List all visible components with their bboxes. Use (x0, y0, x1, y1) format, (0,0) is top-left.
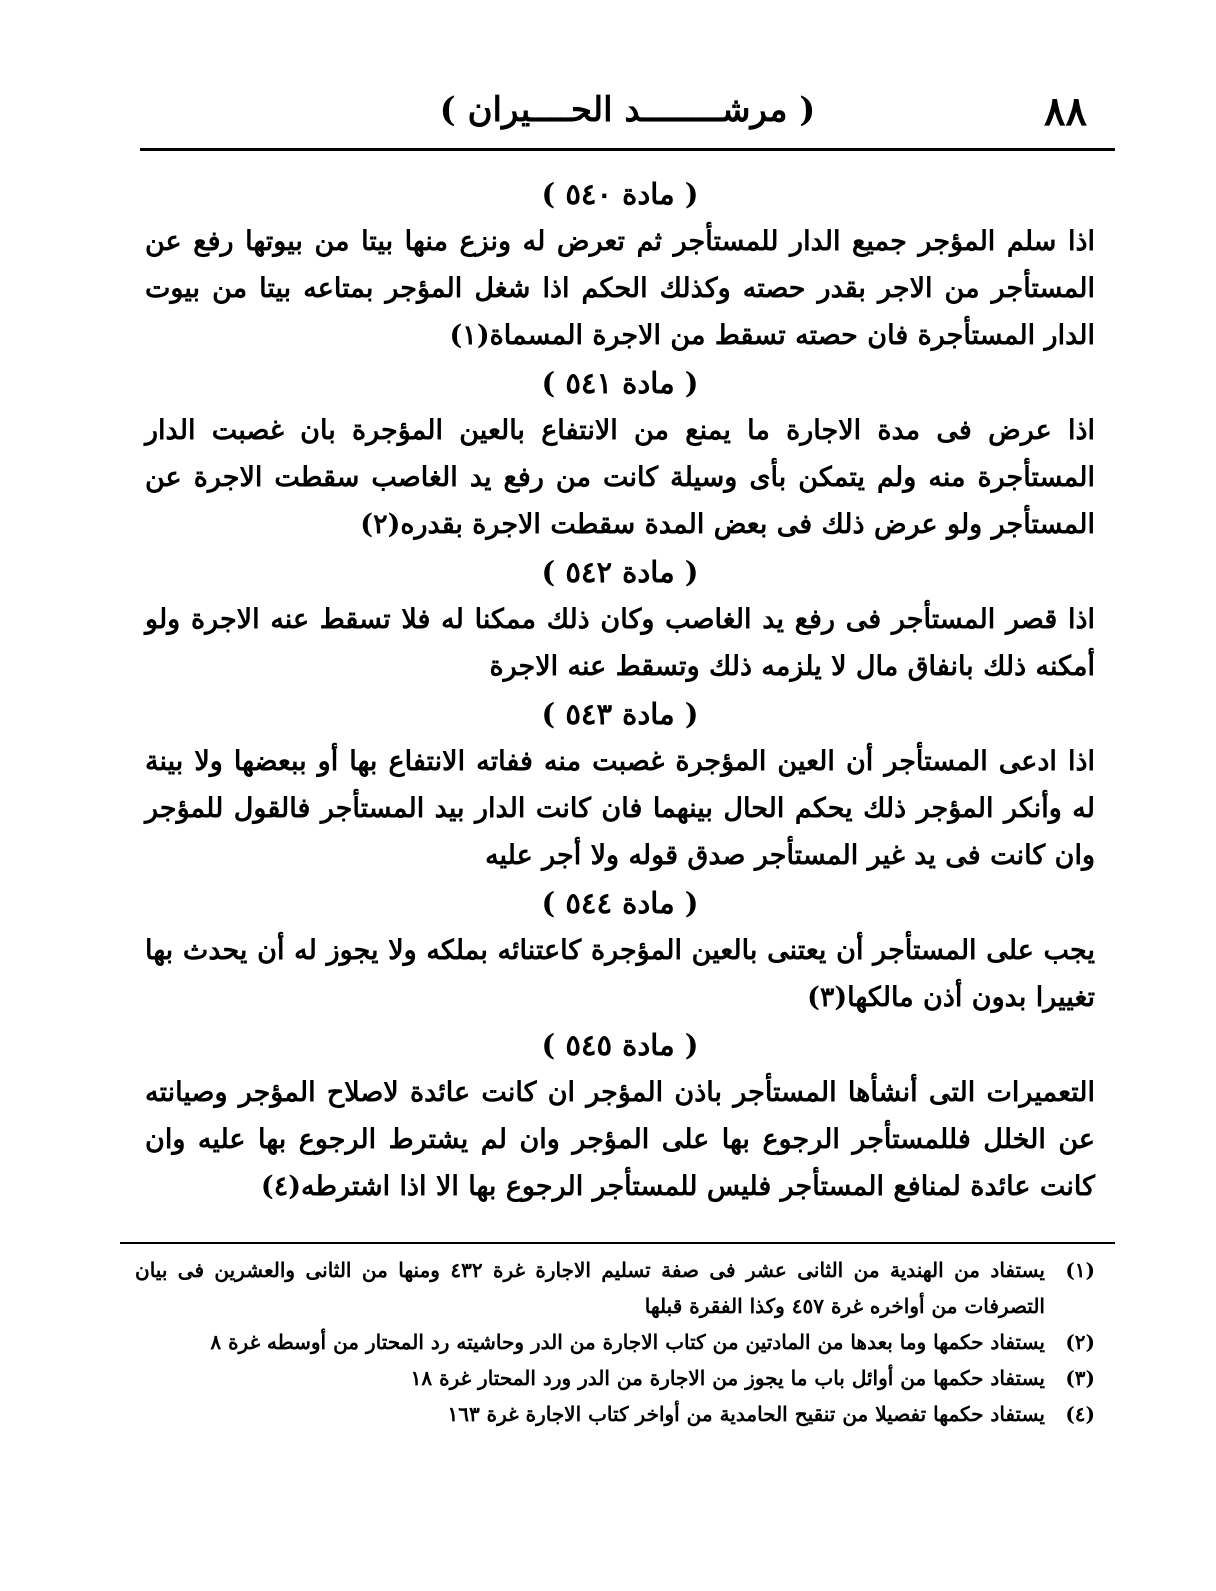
article-543 (145, 690, 1095, 879)
footnote-marker: (٢) (1065, 1330, 1095, 1354)
article-text: اذا سلم المؤجر جميع الدار للمستأجر ثم تعرض له ونزع منها بيتا من بيوتها رفع عن المستأجر من الاجر بقدر حصته وكذلك الحكم اذا شغل المؤجر بمتاعه بيتا من بيوت الدار المستأجرة فان حصته تسقط من الاجرة المسماة(١) (145, 226, 1095, 351)
footnote-text: يستفاد من الهندية من الثانى عشر فى صفة تسليم الاجارة غرة ٤٣٢ ومنها من الثانى والعشرين فى بيان التصرفات من أواخره غرة ٤٥٧ وكذا الفقرة قبلها (135, 1258, 1045, 1318)
article-title: ( مادة ٥٤٣ ) (541, 697, 699, 731)
header-rule (140, 148, 1115, 151)
running-title: ( مرشــــــــد الحــــيران ) (439, 90, 816, 130)
footnote (135, 1396, 1095, 1432)
footnote-text: يستفاد حكمها من أوائل باب ما يجوز من الاجارة من الدر ورد المحتار غرة ١٨ (410, 1366, 1045, 1390)
footnote-marker: (٣) (1065, 1366, 1095, 1390)
footnote (135, 1324, 1095, 1360)
article-title: ( مادة ٥٤٤ ) (541, 886, 699, 920)
footnote-rule (120, 1242, 1115, 1244)
article-545 (145, 1021, 1095, 1210)
article-title: ( مادة ٥٤٥ ) (541, 1028, 699, 1062)
article-540 (145, 170, 1095, 359)
article-title: ( مادة ٥٤٠ ) (541, 177, 699, 211)
article-title: ( مادة ٥٤٢ ) (541, 555, 699, 589)
footnotes (135, 1252, 1095, 1432)
footnote-marker: (١) (1065, 1258, 1095, 1282)
footnote-marker: (٤) (1065, 1402, 1095, 1426)
article-text: التعميرات التى أنشأها المستأجر باذن المؤجر ان كانت عائدة لاصلاح المؤجر وصيانته عن الخلل فللمستأجر الرجوع بها على المؤجر وان لم يشترط الرجوع بها عليه وان كانت عائدة لمنافع المستأجر فليس للمستأجر الرجوع بها الا اذا اشترطه(٤) (145, 1077, 1095, 1202)
article-title: ( مادة ٥٤١ ) (541, 366, 699, 400)
footnote (135, 1360, 1095, 1396)
article-541 (145, 359, 1095, 548)
page-number: ٨٨ (1044, 88, 1087, 135)
article-542 (145, 548, 1095, 690)
page-header (140, 82, 1115, 142)
footnote-text: يستفاد حكمها وما بعدها من المادتين من كتاب الاجارة من الدر وحاشيته رد المحتار من أوسطه غرة ٨ (210, 1330, 1045, 1354)
footnote-text: يستفاد حكمها تفصيلا من تنقيح الحامدية من أواخر كتاب الاجارة غرة ١٦٣ (447, 1402, 1045, 1426)
article-text: اذا ادعى المستأجر أن العين المؤجرة غصبت منه ففاته الانتفاع بها أو ببعضها ولا بينة له وأنكر المؤجر ذلك يحكم الحال بينهما فان كانت الدار بيد المستأجر فالقول للمؤجر وان كانت فى يد غير المستأجر صدق قوله ولا أجر عليه (145, 746, 1095, 871)
footnote (135, 1252, 1095, 1324)
article-text: اذا عرض فى مدة الاجارة ما يمنع من الانتفاع بالعين المؤجرة بان غصبت الدار المستأجرة منه ولم يتمكن بأى وسيلة كانت من رفع يد الغاصب سقطت الاجرة عن المستأجر ولو عرض ذلك فى بعض المدة سقطت الاجرة بقدره(٢) (145, 415, 1095, 540)
page-body (145, 170, 1095, 1210)
article-text: اذا قصر المستأجر فى رفع يد الغاصب وكان ذلك ممكنا له فلا تسقط عنه الاجرة ولو أمكنه ذلك بانفاق مال لا يلزمه ذلك وتسقط عنه الاجرة (145, 604, 1095, 682)
article-544 (145, 879, 1095, 1021)
article-text: يجب على المستأجر أن يعتنى بالعين المؤجرة كاعتنائه بملكه ولا يجوز له أن يحدث بها تغييرا بدون أذن مالكها(٣) (145, 935, 1095, 1013)
